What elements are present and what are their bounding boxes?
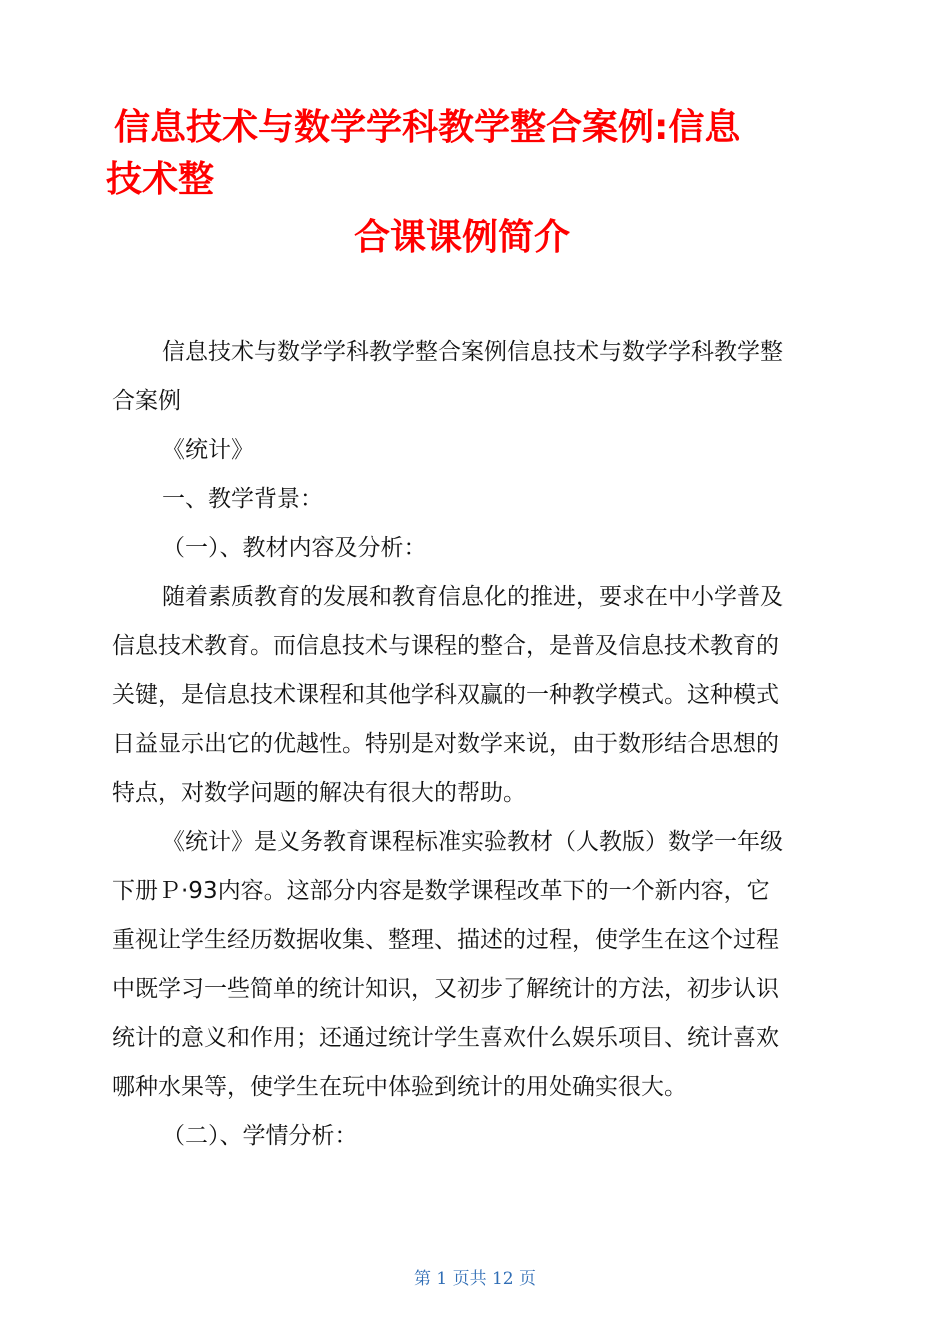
body-line: 重视让学生经历数据收集、整理、描述的过程，使学生在这个过程	[112, 927, 779, 953]
body-line: 信息技术与数学学科教学整合案例信息技术与数学学科教学整	[162, 339, 783, 365]
body-line: 日益显示出它的优越性。特别是对数学来说，由于数形结合思想的	[112, 731, 779, 757]
body-line: 哪种水果等，使学生在玩中体验到统计的用处确实很大。	[112, 1074, 687, 1100]
body-line: 《统计》是义务教育课程标准实验教材（人教版）数学一年级	[162, 829, 783, 855]
subsection-heading: （一）、教材内容及分析：	[162, 535, 427, 561]
body-line: 合案例	[112, 388, 181, 414]
section-heading: 一、教学背景：	[162, 486, 323, 512]
body-line: 下册Ｐ·93内容。这部分内容是数学课程改革下的一个新内容，它	[112, 878, 770, 904]
body-line: 信息技术教育。而信息技术与课程的整合，是普及信息技术教育的	[112, 633, 779, 659]
body-line: 《统计》	[162, 437, 254, 463]
title-line-2: 技术整	[106, 159, 215, 200]
body-line: 随着素质教育的发展和教育信息化的推进，要求在中小学普及	[162, 584, 783, 610]
body-line: 中既学习一些简单的统计知识，又初步了解统计的方法，初步认识	[112, 976, 779, 1002]
body-line: 特点，对数学问题的解决有很大的帮助。	[112, 780, 526, 806]
body-line: 统计的意义和作用；还通过统计学生喜欢什么娱乐项目、统计喜欢	[112, 1025, 779, 1051]
title-line-1: 信息技术与数学学科教学整合案例:信息	[114, 107, 741, 148]
page-footer: 第 1 页共 12 页	[413, 1269, 537, 1289]
title-line-3: 合课课例简介	[354, 217, 571, 258]
subsection-heading: （二）、学情分析：	[162, 1123, 358, 1149]
body-line: 关键，是信息技术课程和其他学科双赢的一种教学模式。这种模式	[112, 682, 779, 708]
